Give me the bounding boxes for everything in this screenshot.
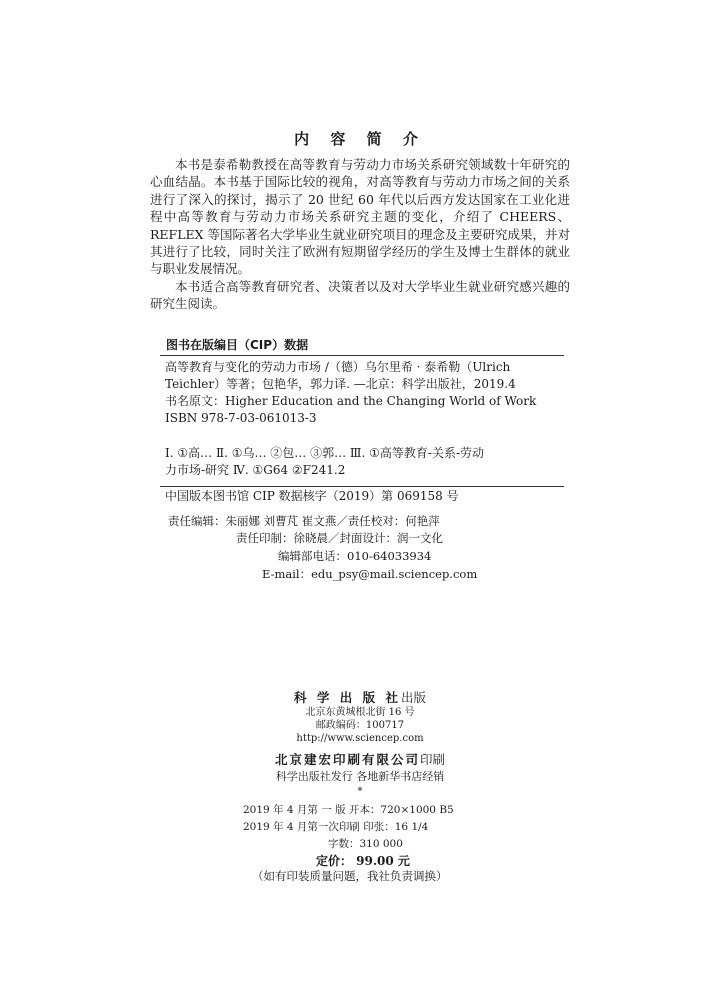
cip-line: 高等教育与变化的劳动力市场 /（德）乌尔里希 · 泰希勒（Ulrich (165, 360, 511, 374)
cip-line: Teichler）等著；包艳华，郭力译. —北京：科学出版社，2019.4 (165, 377, 516, 391)
distribution-line: 科学出版社发行 各地新华书店经销 (275, 770, 445, 783)
cip-classification (165, 445, 565, 479)
printer-name (0, 750, 720, 768)
publisher-name (0, 688, 720, 706)
cip-line: 力市场-研究 Ⅳ. ①G64 ②F241.2 (165, 463, 346, 477)
staff-printing: 责任印制：徐晓晨／封面设计：润一文化 (236, 531, 443, 545)
staff-email: E-mail：edu_psy@mail.sciencep.com (262, 567, 478, 581)
intro-body (150, 156, 570, 313)
staff-editors: 责任编辑：朱丽娜 刘曹芃 崔文燕／责任校对：何艳萍 (168, 514, 440, 528)
separator-mark: * (357, 786, 363, 797)
printer-name-text: 北京建宏印刷有限公司 (274, 752, 420, 767)
cip-line: Ⅰ. ①高… Ⅱ. ①乌… ②包… ③郭… Ⅲ. ①高等教育-关系-劳动 (165, 446, 484, 460)
publisher-name-suffix: 出版 (400, 690, 426, 705)
quality-notice: （如有印装质量问题，我社负责调换） (252, 869, 448, 883)
publisher-name-text: 科 学 出 版 社 (294, 690, 401, 705)
intro-paragraph: 本书适合高等教育研究者、决策者以及对大学毕业生就业研究感兴趣的研究生阅读。 (150, 278, 570, 312)
cip-number: 中国版本图书馆 CIP 数据核字（2019）第 069158 号 (165, 489, 459, 503)
word-count: 字数：310 000 (328, 838, 403, 850)
publisher-address: 北京东黄城根北街 16 号 (305, 707, 415, 718)
print-line: 2019 年 4 月第一次印刷 印张：16 1/4 (243, 821, 429, 833)
printer-name-suffix: 印刷 (420, 752, 446, 767)
staff-phone: 编辑部电话：010-64033934 (278, 549, 432, 563)
intro-paragraph: 本书是泰希勒教授在高等教育与劳动力市场关系研究领域数十年研究的心血结晶。本书基于国际比较的视角，对高等教育与劳动力市场之间的关系进行了深入的探讨，揭示了 20 世纪 60 年代以后西方发达国家在工业化进程中高等教育与劳动力市场关系研究主题的变化，介绍了 CHEERS、REFLEX 等国际著名大学毕业生就业研究项目的理念及主要研究成果，并对其进行了比较，同时关注了欧洲有短期留学经历的学生及博士生群体的就业与职业发展情况。 (150, 157, 571, 277)
edition-line: 2019 年 4 月第 一 版 开本：720×1000 B5 (243, 804, 454, 816)
publisher-website: http://www.sciencep.com (296, 733, 424, 744)
cip-line: 书名原文：Higher Education and the Changing World of Work (165, 394, 537, 408)
cip-line: ISBN 978-7-03-061013-3 (165, 411, 317, 425)
cip-heading: 图书在版编目（CIP）数据 (166, 338, 309, 352)
intro-title: 内 容 简 介 (294, 130, 426, 148)
publisher-postcode: 邮政编码：100717 (315, 720, 405, 731)
cip-main-entry (165, 359, 565, 427)
price: 定价： 99.00 元 (316, 854, 410, 868)
